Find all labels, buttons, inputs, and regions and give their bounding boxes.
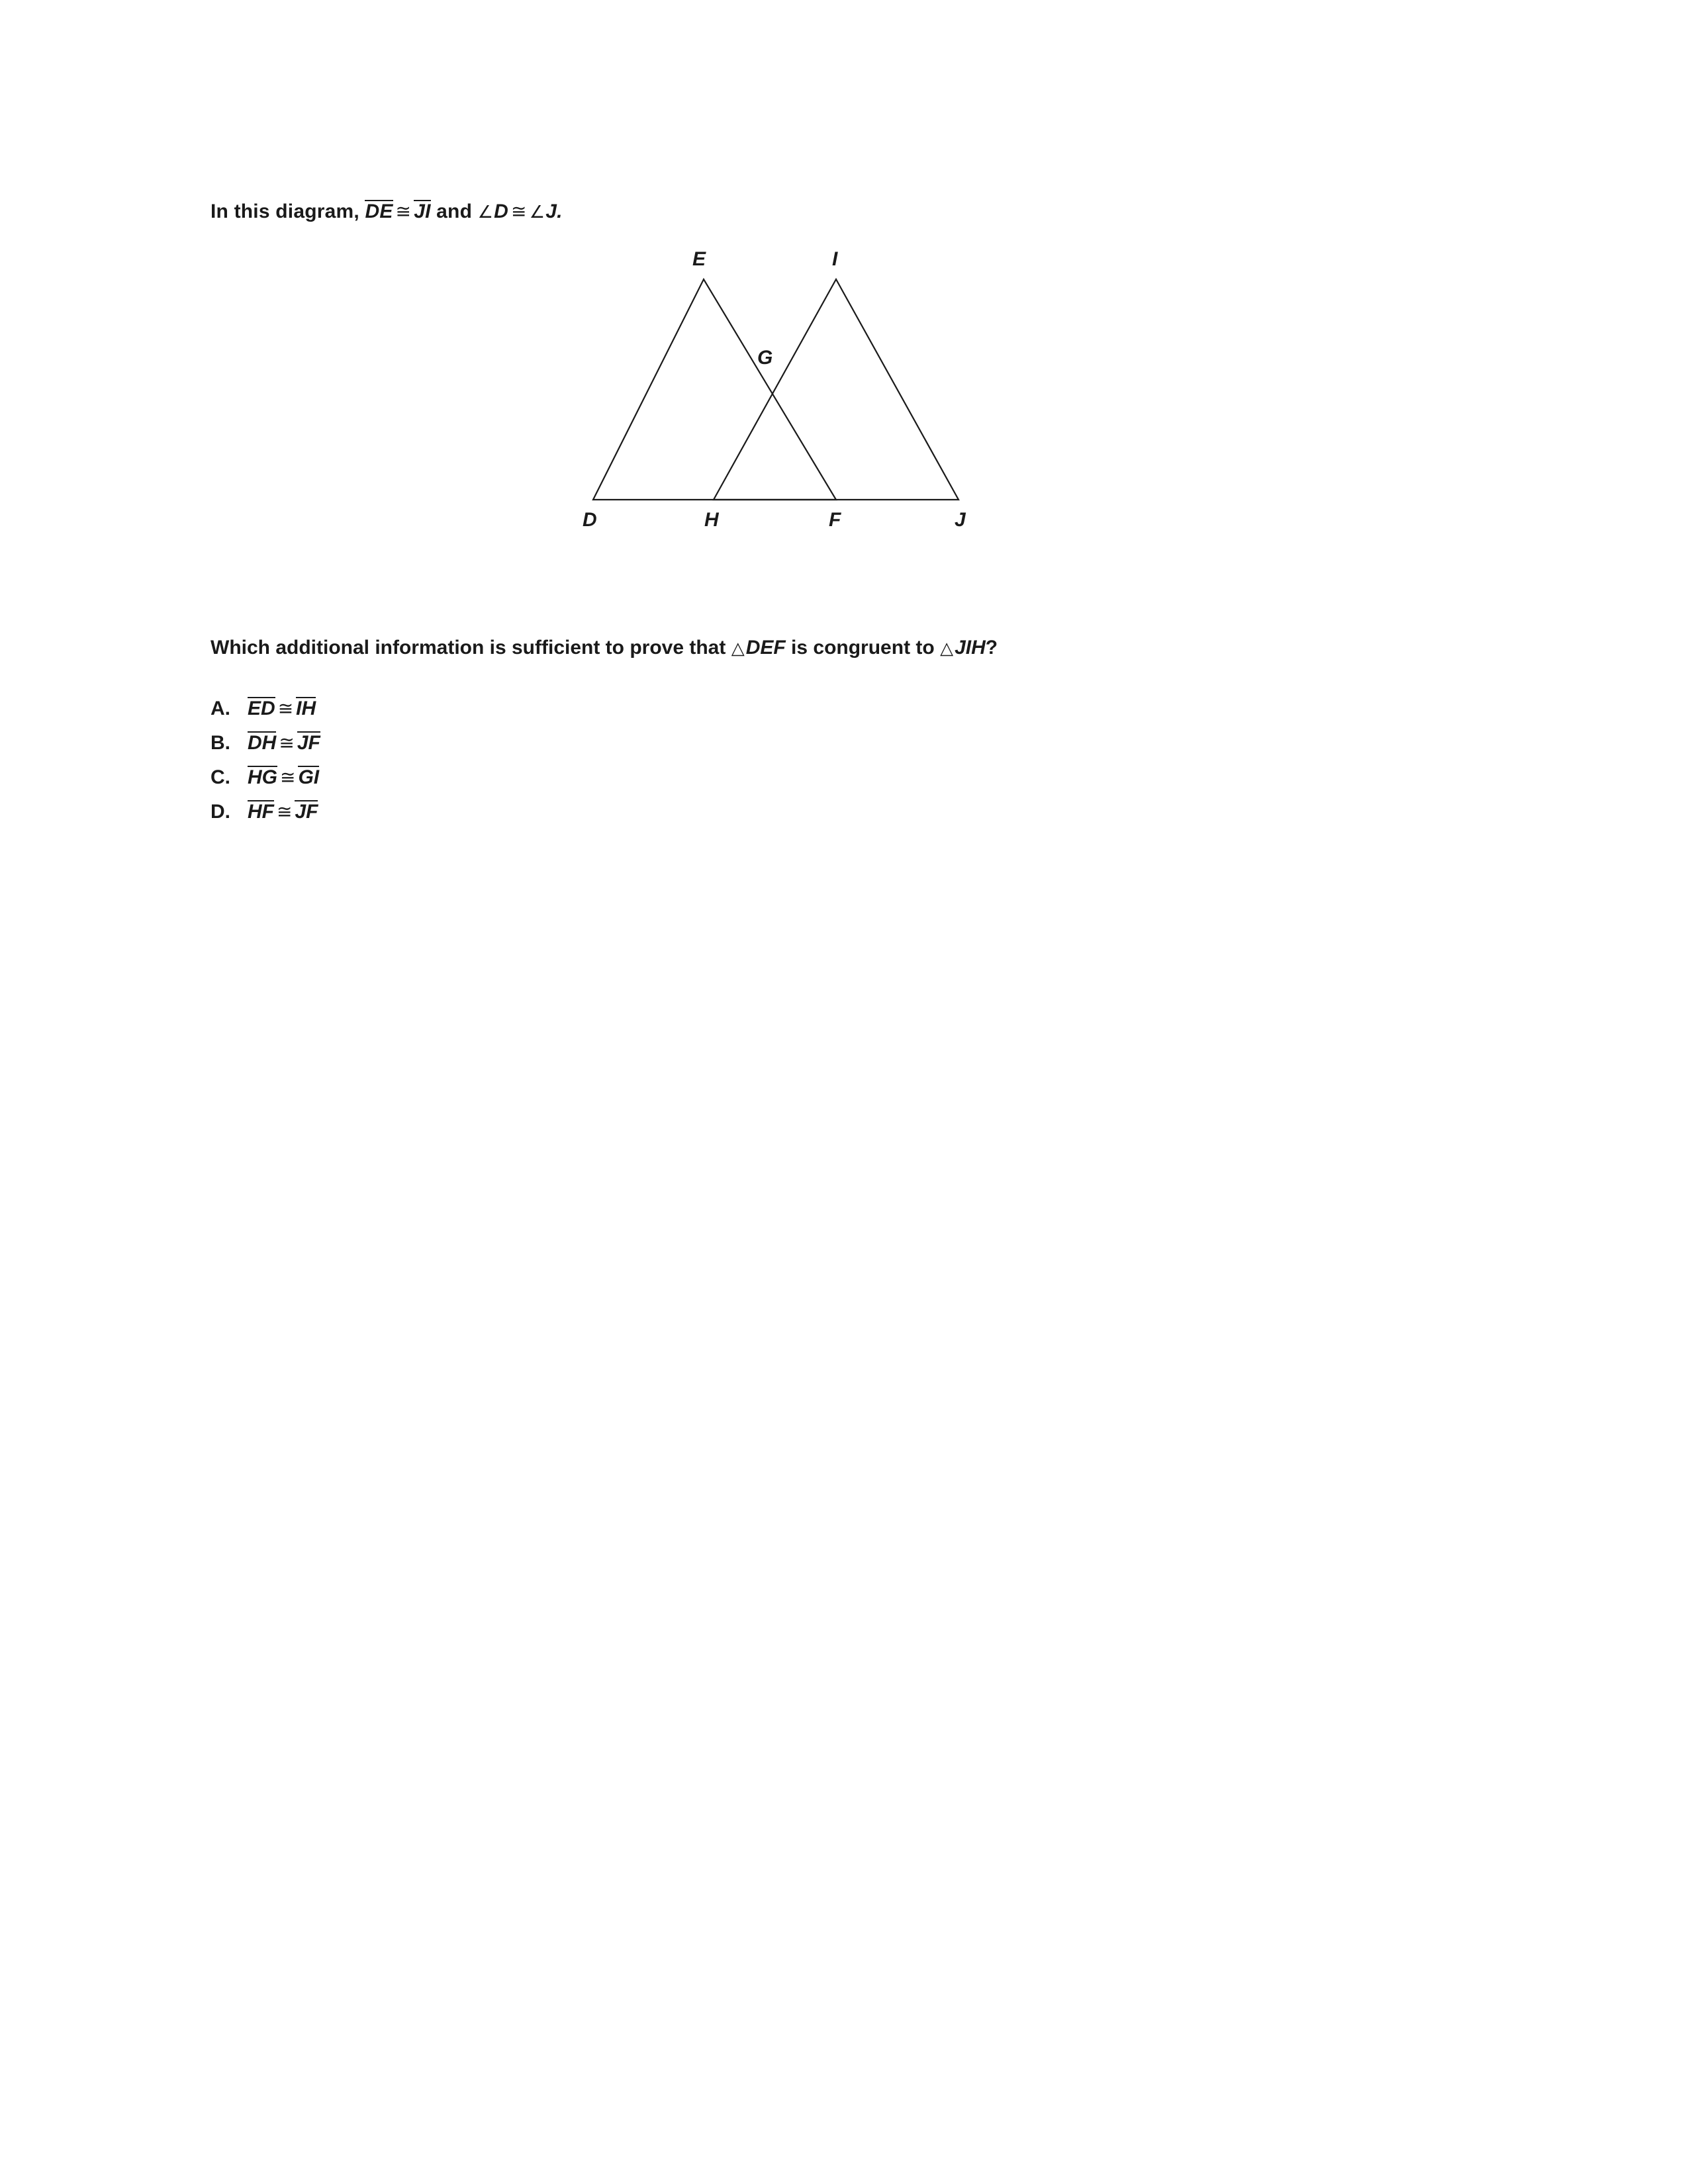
choice-c-congruent-symbol: ≅ <box>280 767 296 788</box>
stem-period: . <box>557 201 563 222</box>
figure-label-d: D <box>583 508 597 531</box>
figure-label-i: I <box>832 248 838 270</box>
question-middle: is congruent to <box>791 636 935 659</box>
figure-canvas <box>581 250 1005 537</box>
triangle-def <box>593 279 836 500</box>
stem-prefix: In this diagram, <box>211 201 359 222</box>
stem-segment-ji: JI <box>414 201 431 222</box>
figure-label-h: H <box>704 508 719 531</box>
choice-d-text <box>248 800 318 823</box>
triangle-jih <box>714 279 959 500</box>
triangle-symbol-2: △ <box>940 637 954 658</box>
choice-c-letter: C. <box>211 766 230 788</box>
choice-b[interactable] <box>211 731 1488 754</box>
question-triangle-def: DEF <box>745 636 786 659</box>
choice-c-text <box>248 766 319 789</box>
angle-symbol-2: ∠ <box>529 202 545 222</box>
geometry-figure <box>211 250 1488 620</box>
question-suffix: ? <box>985 636 998 659</box>
choice-a-text <box>248 697 316 720</box>
choice-b-right-segment: JF <box>297 732 320 754</box>
stem-segment-de: DE <box>365 201 393 222</box>
answer-choices <box>211 697 1488 823</box>
choice-a[interactable] <box>211 697 1488 720</box>
choice-a-left-segment: ED <box>248 698 275 719</box>
question-prefix: Which additional information is sufficient to prove that <box>211 636 726 659</box>
choice-d-right-segment: JF <box>295 801 318 823</box>
triangle-symbol-1: △ <box>731 637 745 658</box>
figure-label-f: F <box>829 508 841 531</box>
choice-b-left-segment: DH <box>248 732 277 754</box>
choice-d-congruent-symbol: ≅ <box>277 801 293 822</box>
stem-congruent-symbol-1: ≅ <box>395 201 412 222</box>
choice-a-right-segment: IH <box>296 698 316 719</box>
question-content <box>211 199 1488 835</box>
choice-c-right-segment: GI <box>298 766 320 788</box>
choice-b-congruent-symbol: ≅ <box>279 733 295 753</box>
choice-c[interactable] <box>211 766 1488 789</box>
figure-label-e: E <box>692 248 706 270</box>
stem-congruent-symbol-2: ≅ <box>511 201 527 222</box>
choice-b-text <box>248 731 320 754</box>
choice-d-letter: D. <box>211 801 230 823</box>
stem-angle-j: J <box>545 201 557 222</box>
question-prompt <box>211 635 1488 662</box>
triangles-svg <box>581 250 1005 534</box>
stem-connector: and <box>436 201 473 222</box>
question-triangle-jih: JIH <box>955 636 986 659</box>
choice-d-left-segment: HF <box>248 801 274 823</box>
choice-b-letter: B. <box>211 732 230 754</box>
figure-label-g: G <box>757 346 773 369</box>
angle-symbol-1: ∠ <box>477 202 494 222</box>
choice-a-letter: A. <box>211 698 230 719</box>
choice-a-congruent-symbol: ≅ <box>277 698 294 719</box>
choice-d[interactable] <box>211 800 1488 823</box>
stem-text <box>211 199 1488 226</box>
figure-label-j: J <box>955 508 966 531</box>
stem-angle-d: D <box>494 201 509 222</box>
choice-c-left-segment: HG <box>248 766 277 788</box>
